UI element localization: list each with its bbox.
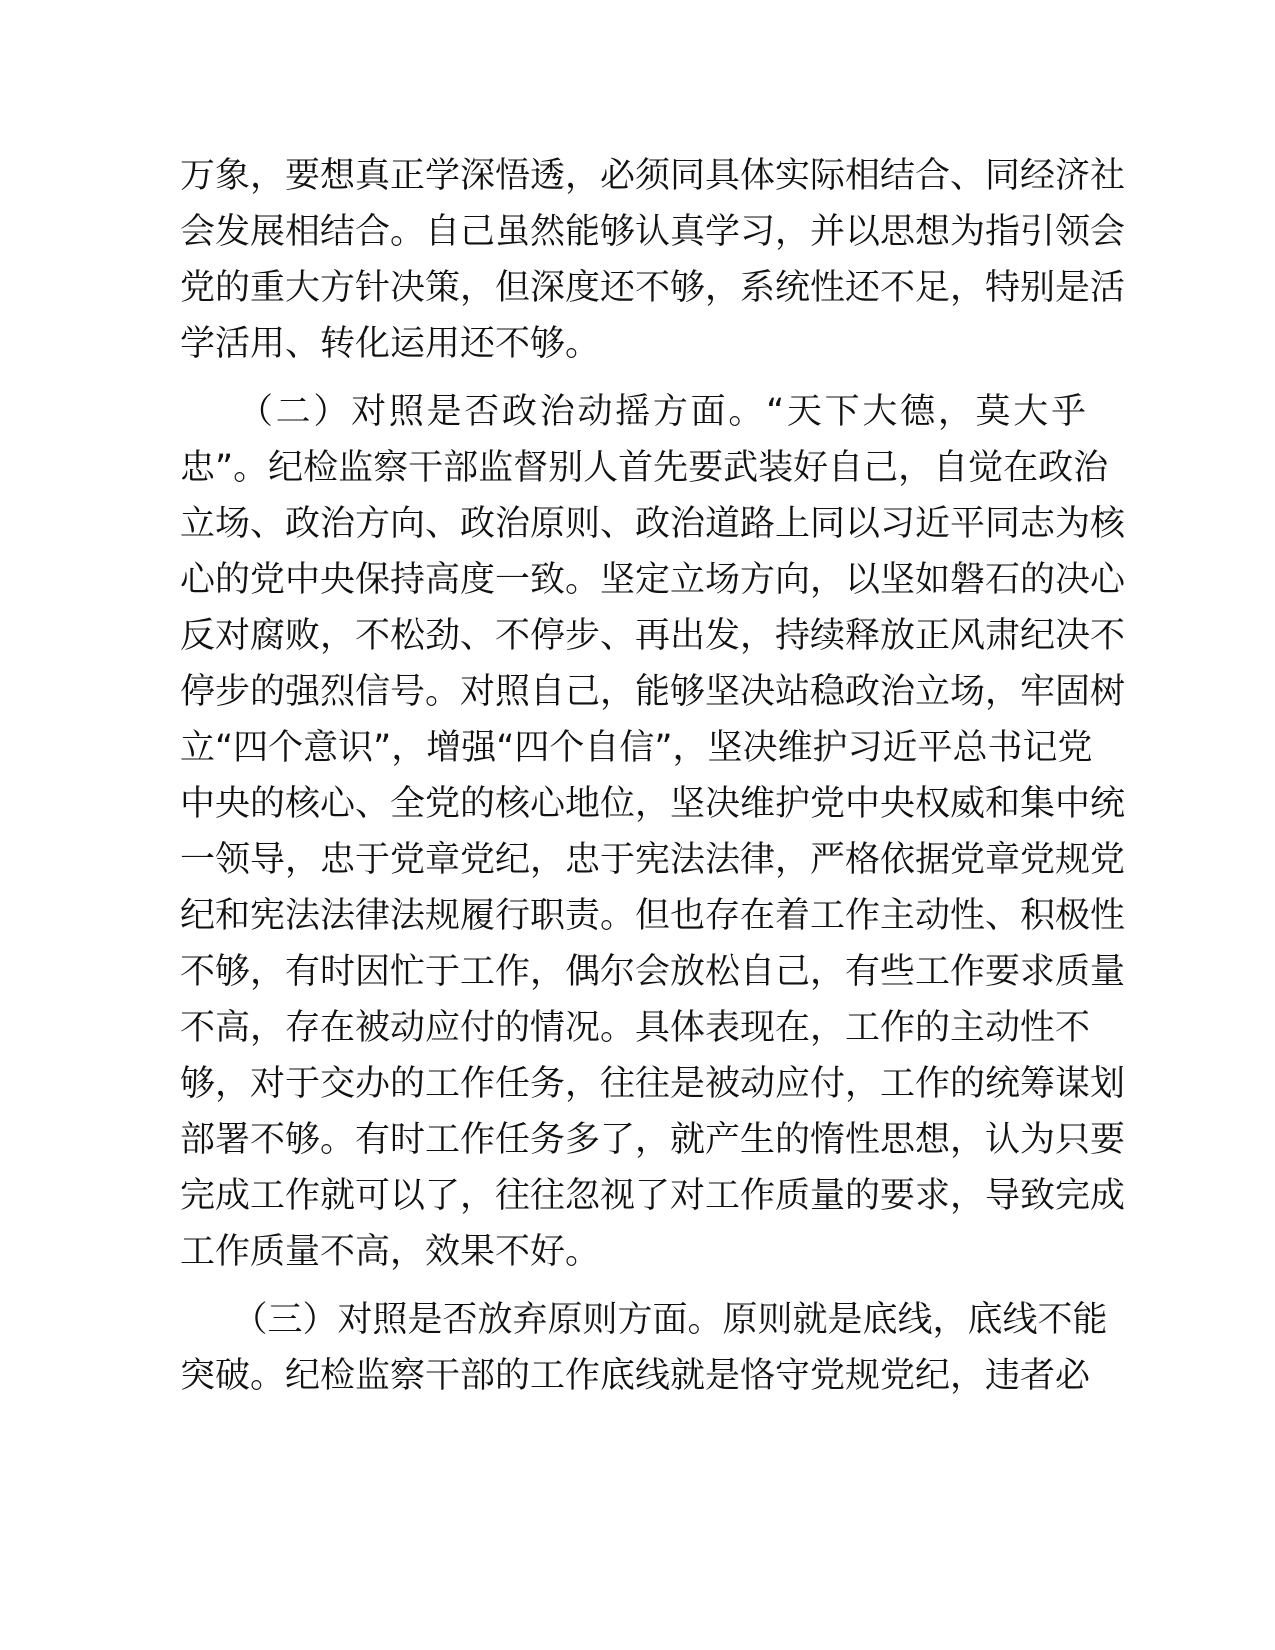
text-line: 部署不够。有时工作任务多了，就产生的惰性思想，认为只要: [180, 1120, 1126, 1160]
text-line: 中央的核心、全党的核心地位，坚决维护党中央权威和集中统: [180, 784, 1126, 824]
paragraph-3: [180, 1292, 1108, 1404]
text-line: （二）对照是否政治动摇方面。“天下大德，莫大乎: [180, 392, 1086, 432]
text-line: 停步的强烈信号。对照自己，能够坚决站稳政治立场，牢固树: [180, 672, 1126, 712]
text-line: 反对腐败，不松劲、不停步、再出发，持续释放正风肃纪决不: [180, 616, 1126, 656]
text-line: 一领导，忠于党章党纪，忠于宪法法律，严格依据党章党规党: [180, 840, 1126, 880]
paragraph-spacer: [180, 1280, 1086, 1292]
text-line: 不高，存在被动应付的情况。具体表现在，工作的主动性不: [180, 1008, 1091, 1048]
paragraph-2: [180, 384, 1126, 1280]
text-line: 完成工作就可以了，往往忽视了对工作质量的要求，导致完成: [180, 1176, 1126, 1216]
text-line: 不够，有时因忙于工作，偶尔会放松自己，有些工作要求质量: [180, 952, 1126, 992]
text-line: 立场、政治方向、政治原则、政治道路上同以习近平同志为核: [180, 504, 1126, 544]
text-line: 纪和宪法法律法规履行职责。但也存在着工作主动性、积极性: [180, 896, 1126, 936]
paragraph-1: [180, 148, 1126, 372]
text-line: 突破。纪检监察干部的工作底线就是恪守党规党纪，违者必: [180, 1356, 1091, 1396]
paragraph-spacer: [180, 372, 1086, 384]
text-line: （三）对照是否放弃原则方面。原则就是底线，底线不能: [180, 1300, 1108, 1340]
document-body: [180, 148, 1126, 1404]
text-line: 心的党中央保持高度一致。坚定立场方向，以坚如磐石的决心: [180, 560, 1126, 600]
text-line: 够，对于交办的工作任务，往往是被动应付，工作的统筹谋划: [180, 1064, 1126, 1104]
text-line: 会发展相结合。自己虽然能够认真学习，并以思想为指引领会: [180, 212, 1126, 252]
text-line: 学活用、转化运用还不够。: [180, 324, 601, 364]
text-line: 忠”。纪检监察干部监督别人首先要武装好自己，自觉在政治: [180, 448, 1109, 488]
text-line: 党的重大方针决策，但深度还不够，系统性还不足，特别是活: [180, 268, 1126, 308]
text-line: 工作质量不高，效果不好。: [180, 1232, 601, 1272]
text-line: 万象，要想真正学深悟透，必须同具体实际相结合、同经济社: [180, 156, 1126, 196]
text-line: 立“四个意识”，增强“四个自信”，坚决维护习近平总书记党: [180, 728, 1093, 768]
